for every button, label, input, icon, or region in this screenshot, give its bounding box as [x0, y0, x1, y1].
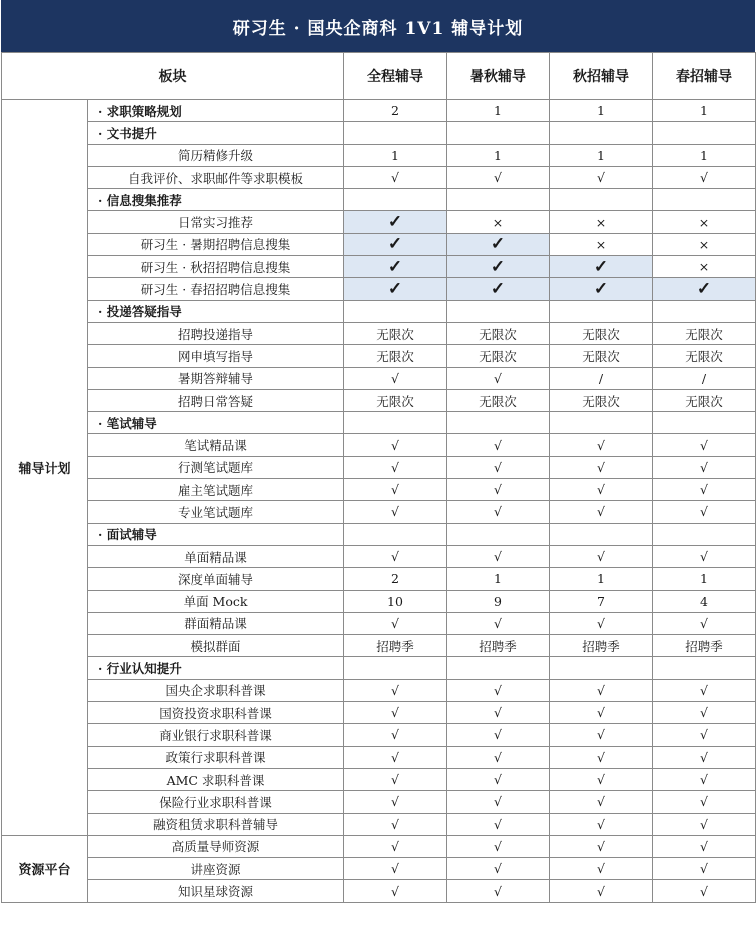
plan-header-full: 全程辅导	[344, 53, 447, 100]
table-row	[2, 768, 756, 790]
value-cell: √	[653, 702, 756, 724]
value-cell: 无限次	[653, 345, 756, 367]
value-cell: √	[550, 813, 653, 835]
value-cell: √	[344, 456, 447, 478]
value-cell: √	[447, 724, 550, 746]
value-cell: √	[344, 724, 447, 746]
table-row	[2, 635, 756, 657]
empty-cell	[344, 189, 447, 211]
empty-cell	[550, 189, 653, 211]
section-label: · 行业认知提升	[88, 657, 344, 679]
table-row	[2, 211, 756, 233]
table-row	[2, 590, 756, 612]
empty-cell	[344, 122, 447, 144]
value-cell: ×	[653, 233, 756, 255]
empty-cell	[653, 412, 756, 434]
empty-cell	[550, 300, 653, 322]
value-cell: √	[344, 679, 447, 701]
group-label: 资源平台	[2, 835, 88, 902]
value-cell: √	[447, 679, 550, 701]
value-cell: 1	[653, 144, 756, 166]
value-cell: √	[550, 166, 653, 188]
value-cell: √	[447, 434, 550, 456]
row-label: 暑期答辩辅导	[88, 367, 344, 389]
section-label: · 面试辅导	[88, 523, 344, 545]
empty-cell	[447, 300, 550, 322]
value-cell: 无限次	[550, 389, 653, 411]
value-cell: 无限次	[550, 345, 653, 367]
value-cell: 1	[344, 144, 447, 166]
value-cell: √	[447, 612, 550, 634]
empty-cell	[653, 657, 756, 679]
empty-cell	[550, 523, 653, 545]
value-cell: √	[550, 702, 653, 724]
table-row	[2, 256, 756, 278]
value-cell: √	[344, 702, 447, 724]
value-cell: 无限次	[653, 389, 756, 411]
empty-cell	[344, 300, 447, 322]
value-cell: √	[653, 724, 756, 746]
empty-cell	[344, 657, 447, 679]
empty-cell	[550, 412, 653, 434]
table-row	[2, 724, 756, 746]
value-cell: √	[550, 612, 653, 634]
value-cell: 1	[550, 144, 653, 166]
value-cell: 1	[550, 100, 653, 122]
empty-cell	[447, 189, 550, 211]
row-label: 国资投资求职科普课	[88, 702, 344, 724]
table-row	[2, 322, 756, 344]
plan-header-autumn: 秋招辅导	[550, 53, 653, 100]
value-cell: √	[653, 612, 756, 634]
value-cell: √	[447, 746, 550, 768]
section-row	[2, 189, 756, 211]
table-row	[2, 456, 756, 478]
value-cell: ✓	[344, 211, 447, 233]
row-label: 讲座资源	[88, 858, 344, 880]
value-cell: ✓	[447, 233, 550, 255]
value-cell: √	[653, 166, 756, 188]
row-label: 自我评价、求职邮件等求职模板	[88, 166, 344, 188]
row-label: 简历精修升级	[88, 144, 344, 166]
value-cell: √	[447, 813, 550, 835]
row-label: 商业银行求职科普课	[88, 724, 344, 746]
table-row	[2, 479, 756, 501]
value-cell: 招聘季	[447, 635, 550, 657]
empty-cell	[344, 412, 447, 434]
row-label: 行测笔试题库	[88, 456, 344, 478]
section-label: · 投递答疑指导	[88, 300, 344, 322]
value-cell: ✓	[344, 278, 447, 300]
value-cell: √	[653, 746, 756, 768]
value-cell: √	[653, 858, 756, 880]
section-row	[2, 657, 756, 679]
value-cell: 4	[653, 590, 756, 612]
row-label: 单面精品课	[88, 545, 344, 567]
value-cell: ×	[447, 211, 550, 233]
table-row	[2, 100, 756, 122]
value-cell: ×	[550, 233, 653, 255]
row-label: 研习生 · 秋招招聘信息搜集	[88, 256, 344, 278]
value-cell: ✓	[447, 256, 550, 278]
value-cell: √	[550, 456, 653, 478]
value-cell: √	[344, 835, 447, 857]
row-label: AMC 求职科普课	[88, 768, 344, 790]
empty-cell	[344, 523, 447, 545]
row-label: 深度单面辅导	[88, 568, 344, 590]
value-cell: √	[550, 724, 653, 746]
value-cell: 无限次	[447, 322, 550, 344]
value-cell: /	[653, 367, 756, 389]
row-label: 群面精品课	[88, 612, 344, 634]
value-cell: ×	[550, 211, 653, 233]
plan-comparison-table	[1, 52, 756, 903]
value-cell: √	[344, 367, 447, 389]
value-cell: √	[344, 501, 447, 523]
value-cell: √	[550, 880, 653, 902]
section-row	[2, 523, 756, 545]
row-label: · 求职策略规划	[88, 100, 344, 122]
section-row	[2, 300, 756, 322]
value-cell: √	[447, 166, 550, 188]
value-cell: √	[344, 479, 447, 501]
value-cell: 招聘季	[344, 635, 447, 657]
empty-cell	[447, 412, 550, 434]
value-cell: √	[344, 858, 447, 880]
value-cell: √	[344, 166, 447, 188]
value-cell: √	[447, 702, 550, 724]
value-cell: √	[550, 545, 653, 567]
table-row	[2, 858, 756, 880]
value-cell: 2	[344, 100, 447, 122]
value-cell: √	[447, 479, 550, 501]
plan-header-spring: 春招辅导	[653, 53, 756, 100]
value-cell: √	[653, 880, 756, 902]
value-cell: √	[653, 679, 756, 701]
value-cell: √	[447, 545, 550, 567]
row-label: 国央企求职科普课	[88, 679, 344, 701]
value-cell: ✓	[550, 278, 653, 300]
empty-cell	[653, 523, 756, 545]
value-cell: √	[653, 434, 756, 456]
value-cell: ✓	[344, 233, 447, 255]
section-row	[2, 122, 756, 144]
table-row	[2, 568, 756, 590]
value-cell: √	[653, 501, 756, 523]
empty-cell	[447, 523, 550, 545]
value-cell: √	[550, 858, 653, 880]
table-row	[2, 813, 756, 835]
value-cell: 无限次	[653, 322, 756, 344]
value-cell: √	[653, 479, 756, 501]
value-cell: √	[447, 791, 550, 813]
value-cell: 7	[550, 590, 653, 612]
section-column-header: 板块	[2, 53, 344, 100]
empty-cell	[653, 189, 756, 211]
value-cell: √	[653, 813, 756, 835]
plan-table-container	[1, 0, 755, 903]
value-cell: 无限次	[550, 322, 653, 344]
row-label: 研习生 · 暑期招聘信息搜集	[88, 233, 344, 255]
table-row	[2, 389, 756, 411]
row-label: 招聘日常答疑	[88, 389, 344, 411]
row-label: 日常实习推荐	[88, 211, 344, 233]
value-cell: √	[550, 746, 653, 768]
value-cell: 10	[344, 590, 447, 612]
row-label: 网申填写指导	[88, 345, 344, 367]
table-row	[2, 345, 756, 367]
value-cell: √	[344, 746, 447, 768]
table-title: 研习生 · 国央企商科 1V1 辅导计划	[1, 0, 755, 52]
section-row	[2, 412, 756, 434]
value-cell: √	[344, 813, 447, 835]
value-cell: √	[653, 768, 756, 790]
value-cell: √	[344, 545, 447, 567]
table-row	[2, 679, 756, 701]
value-cell: √	[550, 768, 653, 790]
value-cell: 1	[653, 568, 756, 590]
value-cell: ✓	[653, 278, 756, 300]
section-label: · 文书提升	[88, 122, 344, 144]
row-label: 雇主笔试题库	[88, 479, 344, 501]
empty-cell	[550, 657, 653, 679]
value-cell: √	[447, 367, 550, 389]
value-cell: √	[447, 880, 550, 902]
value-cell: 1	[447, 100, 550, 122]
value-cell: 无限次	[447, 389, 550, 411]
value-cell: √	[344, 768, 447, 790]
row-label: 高质量导师资源	[88, 835, 344, 857]
table-row	[2, 233, 756, 255]
row-label: 专业笔试题库	[88, 501, 344, 523]
value-cell: √	[550, 835, 653, 857]
table-row	[2, 835, 756, 857]
row-label: 招聘投递指导	[88, 322, 344, 344]
value-cell: √	[550, 501, 653, 523]
value-cell: 1	[447, 568, 550, 590]
table-row	[2, 545, 756, 567]
table-row	[2, 434, 756, 456]
value-cell: √	[653, 545, 756, 567]
value-cell: 1	[653, 100, 756, 122]
value-cell: 1	[550, 568, 653, 590]
value-cell: √	[653, 835, 756, 857]
value-cell: √	[447, 835, 550, 857]
value-cell: √	[344, 880, 447, 902]
table-row	[2, 367, 756, 389]
row-label: 保险行业求职科普课	[88, 791, 344, 813]
value-cell: ✓	[344, 256, 447, 278]
value-cell: /	[550, 367, 653, 389]
value-cell: 招聘季	[550, 635, 653, 657]
table-row	[2, 278, 756, 300]
value-cell: √	[344, 612, 447, 634]
row-label: 单面 Mock	[88, 590, 344, 612]
table-row	[2, 144, 756, 166]
value-cell: ✓	[447, 278, 550, 300]
row-label: 融资租赁求职科普辅导	[88, 813, 344, 835]
header-row	[2, 53, 756, 100]
table-row	[2, 791, 756, 813]
table-row	[2, 702, 756, 724]
value-cell: √	[653, 456, 756, 478]
value-cell: 2	[344, 568, 447, 590]
value-cell: ✓	[550, 256, 653, 278]
table-row	[2, 501, 756, 523]
value-cell: √	[344, 791, 447, 813]
plan-header-summer-autumn: 暑秋辅导	[447, 53, 550, 100]
table-row	[2, 746, 756, 768]
row-label: 笔试精品课	[88, 434, 344, 456]
row-label: 政策行求职科普课	[88, 746, 344, 768]
value-cell: √	[447, 501, 550, 523]
table-row	[2, 880, 756, 902]
value-cell: 无限次	[344, 322, 447, 344]
value-cell: 9	[447, 590, 550, 612]
value-cell: √	[550, 434, 653, 456]
empty-cell	[550, 122, 653, 144]
table-row	[2, 166, 756, 188]
value-cell: ×	[653, 256, 756, 278]
empty-cell	[447, 122, 550, 144]
value-cell: 无限次	[447, 345, 550, 367]
value-cell: √	[447, 456, 550, 478]
value-cell: 无限次	[344, 389, 447, 411]
empty-cell	[447, 657, 550, 679]
value-cell: 1	[447, 144, 550, 166]
value-cell: 招聘季	[653, 635, 756, 657]
value-cell: 无限次	[344, 345, 447, 367]
value-cell: ×	[653, 211, 756, 233]
value-cell: √	[447, 858, 550, 880]
section-label: · 笔试辅导	[88, 412, 344, 434]
table-row	[2, 612, 756, 634]
section-label: · 信息搜集推荐	[88, 189, 344, 211]
value-cell: √	[344, 434, 447, 456]
value-cell: √	[550, 679, 653, 701]
value-cell: √	[653, 791, 756, 813]
value-cell: √	[550, 791, 653, 813]
empty-cell	[653, 300, 756, 322]
row-label: 知识星球资源	[88, 880, 344, 902]
group-label: 辅导计划	[2, 100, 88, 836]
row-label: 模拟群面	[88, 635, 344, 657]
value-cell: √	[550, 479, 653, 501]
value-cell: √	[447, 768, 550, 790]
empty-cell	[653, 122, 756, 144]
row-label: 研习生 · 春招招聘信息搜集	[88, 278, 344, 300]
